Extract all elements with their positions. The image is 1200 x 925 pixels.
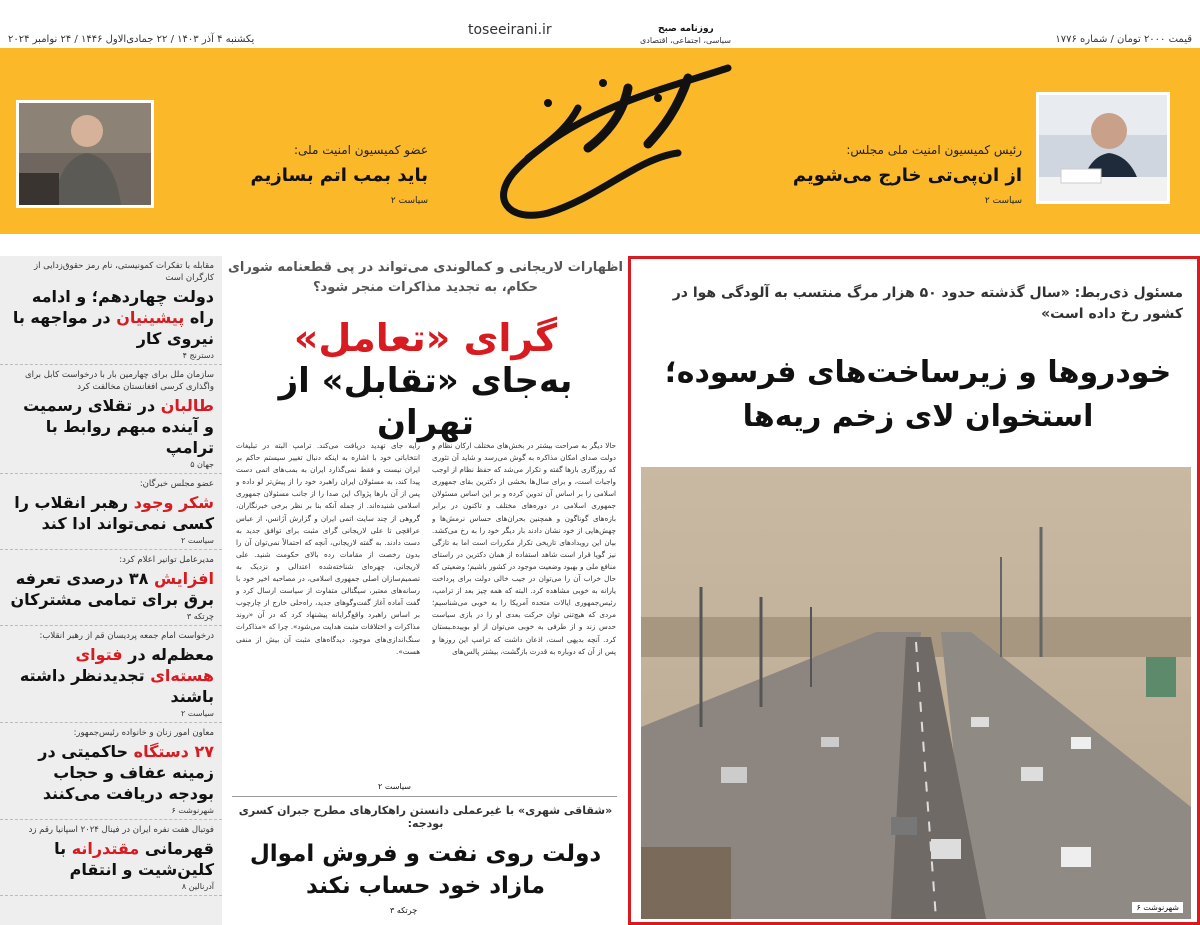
teaser-left-title[interactable]: باید بمب اتم بسازیم: [250, 165, 428, 186]
sidebar-item-kicker: درخواست امام جمعه پردیسان قم از رهبر انقلاب:: [39, 631, 214, 641]
teaser-left-kicker: عضو کمیسیون امنیت ملی:: [293, 143, 428, 157]
sidebar-item-page: سیاست ۲: [181, 536, 214, 545]
sidebar-item-kicker: سازمان ملل برای چهارمین بار با درخواست کابل برای واگذاری کرسی افغانستان مخالفت کرد: [24, 370, 214, 392]
sidebar-title-highlight: پیشینیان: [116, 308, 185, 327]
news-sidebar: [0, 256, 222, 925]
sidebar-item-title[interactable]: [8, 644, 214, 707]
sidebar-title-highlight: افزایش: [153, 569, 214, 588]
center-body-right: حالا دیگر به صراحت بیشتر در بخش‌های مختلف ارکان نظام و دولت صدای امکان مذاکره به گوش می‌رسد و شاید آن تئوری که روزگاری بارها گفته و تکرار می‌شد که حفظ نظام از اوجب واجبات است، و برای سال‌ها بخشی از دکترین بقای جمهوری اسلامی را بر اساس آن تدوین کرده و بر این اساس مسئولان جمهوری اسلامی در دوره‌های مختلف و تاکنون در برابر بازه‌های گوناگون و همچنین بحران‌های حساس نرمش‌ها و چهش‌هایی از خود نشان دادند بار دیگر خود را به رخ می‌کشد. بیان این رویدادهای تاریخی تکرار مکررات است اما به تازگی نیز گویا قرار است شاهد استفاده از همان دکترین در راستای منافع ملی و بهبود وضعیت موجود در کشور باشیم؛ وضعیتی که حال خراب آن را می‌توان در جیب خالی دولت برای پرداخت یارانه به خوبی مشاهده کرد. البته که همه چیز بعد از ترامپ، رئیس‌جمهوری ایالات متحده آمریکا را به خوبی می‌شناسیم؛ مردی که هیچ‌تنی توان حرکت بعدی او را در بازی سیاست حدس زند و از طرفی به خوبی می‌توان از او بوییده‌ـبستان کرد. آنچه بدیهی است، اذعان داشت که ترامپ این روزها و پس از آن که دوباره به قدرت بازگشت، بیشتر پالس‌های: [432, 441, 616, 656]
sidebar-item-kicker: فوتبال هفت نفره ایران در فینال ۲۰۲۴ اسپانیا رقم زد: [28, 825, 214, 835]
center-body-left: رایه جای تهدید دریافت می‌کند. ترامپ البته در تبلیغات انتخاباتی خود با اشاره به اینکه دنبال تغییر سیستم حاکم بر ایران نیست و فقط نمی‌گذارد ایران به بمب‌های اتمی دست پیدا کند، به مسئولان ایران راهبرد خود را از پیش‌تر لو داده و پس از آن بارها پژواک این صدا را از جانب مسئولان جمهوری اسلامی شنیده‌اند. از جمله آنکه بنا بر نظر برخی خبرنگاران، گروهی از چند سایت اتمی ایران و گزارش آژانس، از عباس عراقچی تا علی لاریجانی گرای مثبت برای توافق جدید به دست دادند. به گفته لاریجانی، آنچه که احتمالاً نمی‌توان آن را بدون رخصت از مقامات رده بالای حکومت شنید. علی لاریجانی، چهره‌ای شناخته‌شده اعتدالی و نزدیک به تصمیم‌سازان اصلی جمهوری اسلامی، در مصاحبه اخیر خود با رسانه‌های معتبر، سیگنالی متفاوت از سیاست ارسال کرد و گفت آماده آغاز گفت‌وگوهای جدید، راه‌حلی خارج از چارچوب بر اساس راهبرد واقع‌گرایانه پیشنهاد کرد که در آن «روند مذاکرات و اختلافات مثبت هدایت می‌شود». چرا که «مذاکرات سنگ‌اندازی‌های موجود، دیدگاه‌های مثبت آن بیش از منفی هست».: [236, 441, 420, 656]
sidebar-title-part: تجدیدنظر داشته باشند: [19, 666, 214, 706]
box-page-ref: چرتکه ۳: [390, 906, 418, 915]
sidebar-item-kicker: مدیرعامل توانیر اعلام کرد:: [119, 555, 214, 565]
teaser-right-title[interactable]: از ان‌پی‌تی خارج می‌شویم: [792, 165, 1022, 186]
masthead-topline: [0, 0, 1200, 48]
box-headline[interactable]: دولت روی نفت و فروش اموال مازاد خود حساب نکند: [249, 841, 602, 899]
sidebar-news-item[interactable]: [0, 474, 222, 550]
sidebar-title-highlight: شکر وجود: [133, 493, 214, 512]
center-page-ref: سیاست ۲: [378, 782, 411, 791]
teaser-left-page: سیاست ۲: [390, 196, 428, 206]
sidebar-item-title[interactable]: [8, 492, 214, 534]
issue-date: یکشنبه ۴ آذر ۱۴۰۳ / ۲۲ جمادی‌الاول ۱۴۴۶ / ۲۴ نوامبر ۲۰۲۴: [8, 34, 255, 45]
price-issue: قیمت ۲۰۰۰ تومان / شماره ۱۷۷۶: [1055, 34, 1192, 45]
sidebar-title-part: رهبر انقلاب را کسی نمی‌تواند ادا کند: [14, 493, 214, 533]
smog-highway-photo: [641, 467, 1191, 919]
sidebar-item-title[interactable]: [8, 395, 214, 458]
sidebar-news-item[interactable]: [0, 256, 222, 365]
teaser-right-kicker: رئیس کمیسیون امنیت ملی مجلس:: [846, 143, 1022, 157]
sidebar-item-title[interactable]: [8, 838, 214, 880]
sidebar-news-item[interactable]: [0, 723, 222, 820]
sidebar-title-part: ۳۸ درصدی تعرفه برق برای تمامی مشترکان: [10, 569, 214, 609]
main-kicker: مسئول ذی‌ربط: «سال گذشته حدود ۵۰ هزار مرگ منتسب به آلودگی هوا در کشور رخ داده است»: [672, 285, 1183, 322]
teaser-right[interactable]: [732, 143, 1022, 206]
center-column: [228, 256, 623, 925]
sidebar-title-highlight: ۲۷ دستگاه: [133, 742, 214, 761]
main-headline[interactable]: خودروها و زیرساخت‌های فرسوده؛ استخوان لای زخم ریه‌ها: [664, 355, 1172, 434]
sidebar-title-part: در تقلای رسمیت و آینده مبهم روابط با ترامپ: [23, 396, 214, 457]
sidebar-item-page: دسترنج ۴: [182, 351, 214, 360]
sidebar-title-part: در مواجهه با نیروی کار: [12, 308, 214, 348]
newspaper-logo: [428, 48, 758, 280]
sidebar-item-page: جهان ۵: [190, 460, 214, 469]
sidebar-title-highlight: مقتدرانه: [71, 839, 140, 858]
center-kicker: اظهارات لاریجانی و کمالوندی می‌تواند در پی قطعنامه شورای حکام، به تجدید مذاکرات منجر شود؟: [228, 260, 623, 295]
photo-caption: شهرنوشت ۶: [1132, 902, 1183, 913]
box-kicker: «شقاقی شهری» با غیرعملی دانستن راهکارهای مطرح جبران کسری بودجه:: [238, 804, 613, 830]
sidebar-item-kicker: مقابله با تفکرات کمونیستی، نام رمز حقوق‌زدایی از کارگران است: [34, 261, 214, 283]
sidebar-title-part: حاکمیتی در زمینه عفاف و حجاب بودجه دریافت می‌کنند: [38, 742, 214, 803]
highway-photo-icon: [641, 467, 1191, 919]
masthead-band: [0, 48, 1200, 234]
site-url[interactable]: toseeirani.ir: [468, 22, 552, 38]
main-story: [628, 256, 1200, 925]
center-headline-1[interactable]: گرای «تعامل»: [293, 316, 558, 360]
portrait-icon: [1039, 95, 1167, 201]
sidebar-title-part: معظم‌له در: [122, 645, 214, 664]
teaser-right-page: سیاست ۲: [984, 196, 1022, 206]
portrait-icon: [19, 103, 151, 205]
sidebar-item-kicker: معاون امور زنان و خانواده رئیس‌جمهور:: [73, 728, 214, 738]
sidebar-item-title[interactable]: [8, 741, 214, 804]
official-photo-left: [16, 100, 154, 208]
sidebar-news-item[interactable]: [0, 365, 222, 474]
sidebar-item-title[interactable]: [8, 568, 214, 610]
sidebar-news-item[interactable]: [0, 626, 222, 723]
teaser-left[interactable]: [128, 143, 428, 206]
tagline-morning: روزنامه صبح: [658, 24, 714, 34]
sidebar-title-highlight: طالبان: [160, 396, 214, 415]
sidebar-title-part: قهرمانی: [139, 839, 214, 858]
divider: [232, 796, 617, 797]
center-body-columns: [236, 440, 616, 760]
tagline-categories: سیاسی، اجتماعی، اقتصادی: [640, 36, 731, 45]
sidebar-item-title[interactable]: [8, 286, 214, 349]
sidebar-title-part: دولت چهاردهم؛ و ادامه راه: [31, 287, 214, 327]
sidebar-news-item[interactable]: [0, 550, 222, 626]
sidebar-news-item[interactable]: [0, 820, 222, 896]
sidebar-item-page: سیاست ۲: [181, 709, 214, 718]
sidebar-title-part: با کلین‌شیت و انتقام: [54, 839, 214, 879]
sidebar-item-kicker: عضو مجلس خبرگان:: [139, 479, 214, 489]
sidebar-item-page: چرتکه ۳: [186, 612, 214, 621]
sidebar-item-page: شهرنوشت ۶: [171, 806, 214, 815]
sidebar-item-page: آدرنالین ۸: [181, 882, 214, 891]
official-photo-right: [1036, 92, 1170, 204]
sidebar-title-highlight: فتوای هسته‌ای: [75, 645, 214, 685]
center-headline-2[interactable]: به‌جای «تقابل» از تهران: [278, 361, 573, 443]
